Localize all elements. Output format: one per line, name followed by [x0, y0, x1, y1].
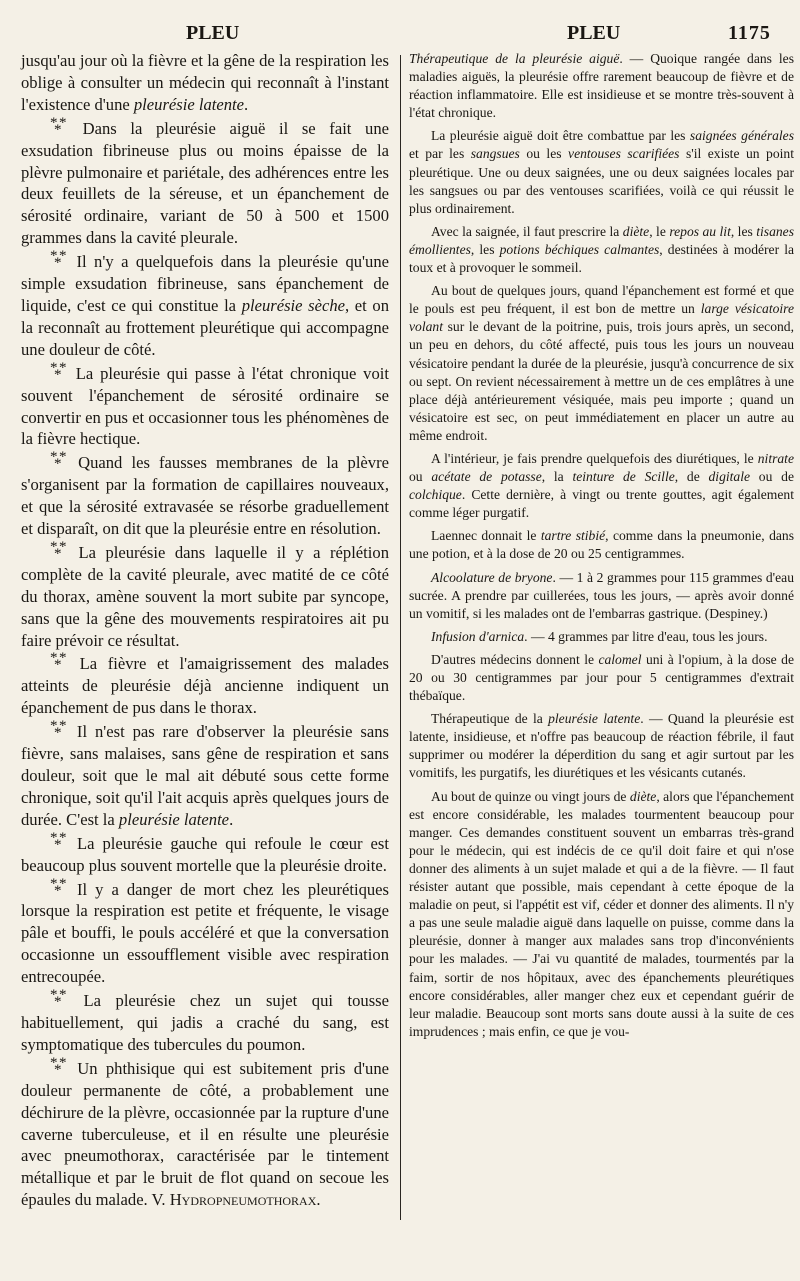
paragraph: jusqu'au jour où la fièvre et la gêne de la respiration les oblige à consulter un médecin qui reconnaît à l'instant l'existence d'une pleurésie latente. — [21, 51, 389, 114]
paragraph: * * * Un phthisique qui est subitement pris d'une douleur permanente de côté, a probablement une déchirure de la plèvre, occasionnée par la rupture d'une caverne tuberculeuse, et il en résulte une pleurésie avec pneumothorax, caractérisée par le tintement métallique et par le bruit de flot quand on secoue les épaules du malade. V. Hydropneumothorax. — [21, 1054, 389, 1210]
paragraph: * * * Quand les fausses membranes de la plèvre s'organisent par la formation de capillaires nouveaux, et que la sérosité extravasée se résorbe graduellement et disparaît, on dit que la pleurésie entre en résolution. — [21, 449, 389, 539]
paragraph: La pleurésie aiguë doit être combattue par les saignées générales et par les sangsues ou les ventouses scarifiées s'il existe un point pleurétique. Une ou deux saignées, une ou deux saignées locales par les sangsues ou par des ventouses scarifiées, voilà ce qui réussit le plus ordinairement. — [409, 128, 795, 216]
asterism-icon: * * * — [50, 248, 67, 272]
paragraph: Au bout de quinze ou vingt jours de diète, alors que l'épanchement est encore considérable, les malades tourmentent beaucoup pour manger. Ces demandes constituent souvent un embarras très-grand pour le médecin, qui est indécis de ce qu'il doit faire et qui n'ose donner des aliments à un sujet malade et qui a de la fièvre. — Il faut résister autant que possible, mais cependant à cette époque de la maladie on peut, si l'appétit est vif, céder et donner des aliments. Il n'y a pas une seule maladie aiguë dans laquelle on puisse, comme dans la pleurésie, donner à manger aux malades sans trop d'inconvénients pour les malades. — J'ai vu quantité de malades, tourmentés par la faim, sortir de nos hôpitaux, avec des épanchements pleurétiques encore considérables, aller manger chez eux et cependant guérir de leur maladie. Beaucoup sont morts sans doute aussi à la suite de ces imprudences ; mais enfin, ce que je vou- — [409, 788, 795, 1039]
asterism-icon: * * * — [50, 1054, 67, 1078]
paragraph: * * * La pleurésie qui passe à l'état chronique voit souvent l'épanchement de sérosité ordinaire se convertir en pus et occasionner tous les phénomènes de la fièvre hectique. — [21, 359, 389, 449]
paragraph: * * * Il y a danger de mort chez les pleurétiques lorsque la respiration est petite et fréquente, le visage pâle et bouffi, le pouls accéléré et que la conversation occasionne un essoufflement visible avec respiration entrecoupée. — [21, 875, 389, 987]
paragraph: * * * La pleurésie chez un sujet qui tousse habituellement, qui jadis a craché du sang, est symptomatique des tubercules du poumon. — [21, 987, 389, 1054]
asterism-icon: * * * — [50, 987, 67, 1011]
asterism-icon: * * * — [50, 829, 67, 853]
paragraph: D'autres médecins donnent le calomel uni à l'opium, à la dose de 20 ou 30 centigrammes par jour pour 5 centigrammes d'extrait thébaïque. — [409, 651, 794, 704]
right-column — [409, 50, 794, 1046]
paragraph: * * * Il n'est pas rare d'observer la pleurésie sans fièvre, sans malaises, sans gêne de respiration et sans douleur, soit que le mal ait débuté sous cette forme chronique, soit qu'il l'ait acquis après quelques jours de durée. C'est la pleurésie latente. — [21, 718, 389, 829]
paragraph: * * * Dans la pleurésie aiguë il se fait une exsudation fibrineuse plus ou moins épaisse de la plèvre pulmonaire et pariétale, des adhérences entre les deux feuillets de la séreuse, et un épanchement de sérosité ordinaire, variant de 50 à 500 et 1500 grammes dans la cavité pleurale. — [21, 114, 389, 248]
paragraph: * * * Il n'y a quelquefois dans la pleurésie qu'une simple exsudation fibrineuse, sans épanchement de liquide, c'est ce qui constitue la pleurésie sèche, et on la reconnaît au frottement pleurétique qui accompagne une douleur de côté. — [21, 248, 390, 359]
paragraph: Thérapeutique de la pleurésie aiguë. — Quoique rangée dans les maladies aiguës, la pleurésie offre rarement beaucoup de fièvre et de réaction inflammatoire. Elle est insidieuse et se montre très-souvent à l'état chronique. — [409, 51, 794, 121]
paragraph: Au bout de quelques jours, quand l'épanchement est formé et que le pouls est peu fréquent, il est bon de mettre un large vésicatoire volant sur le devant de la poitrine, puis, trois jours après, un second, un peu en dehors, du côté affecté, puis tous les jours un nouveau vésicatoire pendant la durée de la pleurésie, jusqu'à concurrence de six ou sept. On revient nécessairement à mettre un de ces emplâtres à une place déjà antérieurement vésiquée, mais peu importe ; quand un vésicatoire est sec, on peut immédiatement en placer un autre au même endroit. — [409, 283, 794, 443]
paragraph: Laennec donnait le tartre stibié, comme dans la pneumonie, dans une potion, et à la dose de 20 ou 25 centigrammes. — [409, 528, 794, 562]
right-running-title: PLEU — [567, 22, 621, 44]
paragraph: A l'intérieur, je fais prendre quelquefois des diurétiques, le nitrate ou acétate de potasse, la teinture de Scille, de digitale ou de colchique. Cette dernière, à vingt ou trente gouttes, agit également comme léger purgatif. — [409, 450, 794, 521]
paragraph: Alcoolature de bryone. — 1 à 2 grammes pour 115 grammes d'eau sucrée. A prendre par cuillerées, tous les jours, — après avoir donné un vomitif, si les malades ont de l'embarras gastrique. (Despiney.) — [409, 569, 794, 621]
asterism-icon: * * * — [50, 875, 67, 899]
asterism-icon: * * * — [50, 650, 67, 674]
column-divider — [400, 55, 401, 1220]
page-number: 1175 — [728, 22, 771, 44]
paragraph: * * * La pleurésie gauche qui refoule le cœur est beaucoup plus souvent mortelle que la pleurésie droite. — [21, 829, 389, 875]
left-column — [21, 50, 389, 1213]
running-header — [0, 22, 800, 50]
asterism-icon: * * * — [50, 359, 67, 383]
asterism-icon: * * * — [50, 718, 67, 742]
paragraph: * * * La pleurésie dans laquelle il y a réplétion complète de la cavité pleurale, avec matité de ce côté du thorax, amène souvent la mort subite par syncope, sans que la gêne des mouvements respiratoires ait pu faire prévoir ce résultat. — [21, 538, 389, 650]
left-running-title: PLEU — [186, 22, 240, 44]
paragraph: Infusion d'arnica. — 4 grammes par litre d'eau, tous les jours. — [431, 628, 768, 644]
paragraph: Avec la saignée, il faut prescrire la diète, le repos au lit, les tisanes émollientes, les potions béchiques calmantes, destinées à modérer la toux et à provoquer le sommeil. — [409, 223, 795, 276]
asterism-icon: * * * — [50, 538, 67, 562]
asterism-icon: * * * — [50, 449, 67, 473]
paragraph: * * * La fièvre et l'amaigrissement des malades atteints de pleurésie déjà ancienne indiquent un épanchement de pus dans le thorax. — [21, 650, 389, 718]
paragraph: Thérapeutique de la pleurésie latente. — Quand la pleurésie est latente, insidieuse, et n'offre pas beaucoup de réaction fébrile, il faut supprimer ou modérer la déperdition du sang et agir surtout par les vomitifs, les purgatifs, les diurétiques et les vésicants cutanés. — [409, 711, 795, 781]
asterism-icon: * * * — [50, 114, 67, 138]
